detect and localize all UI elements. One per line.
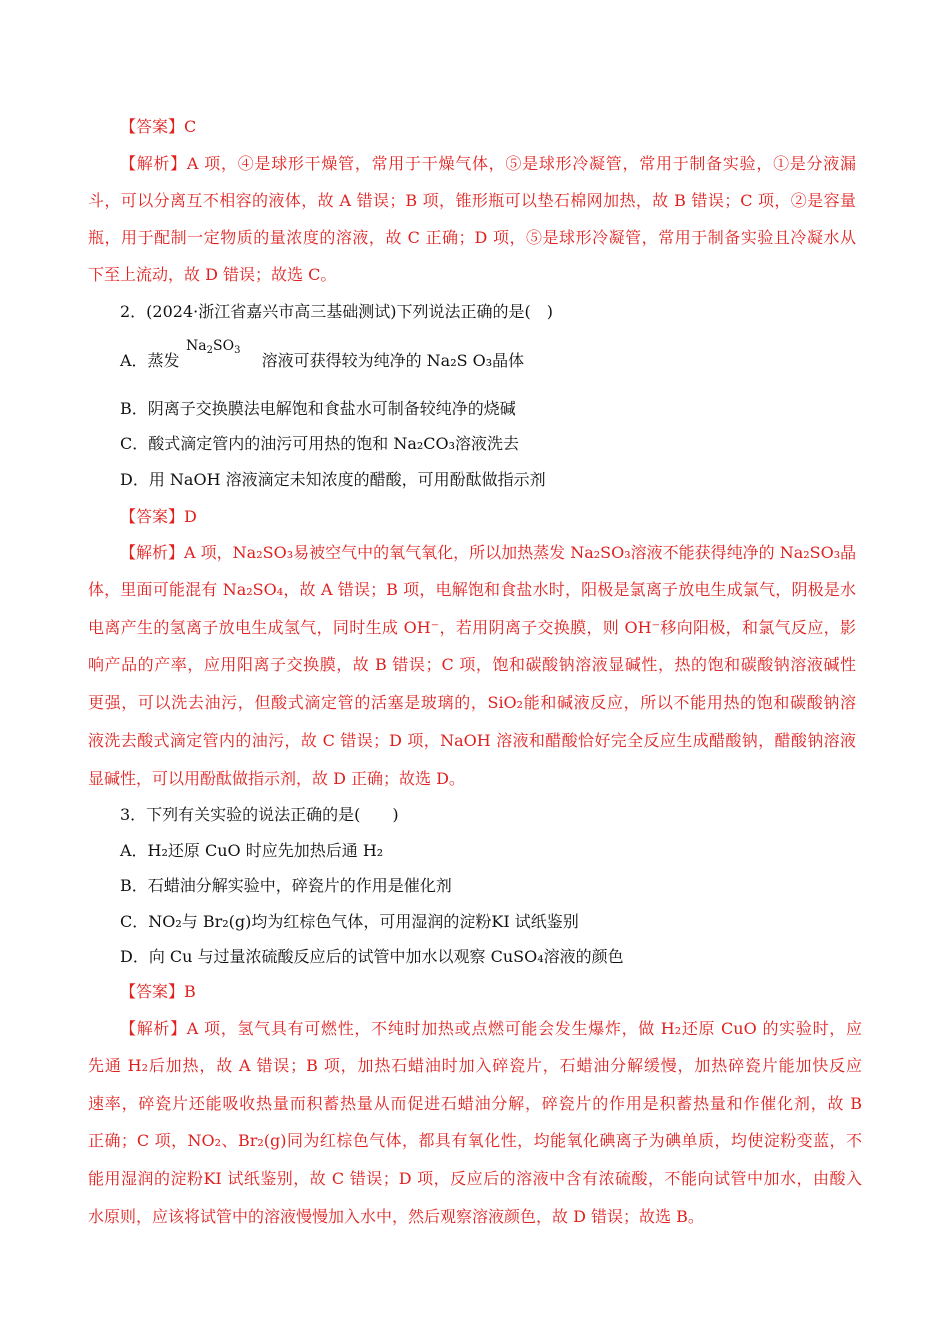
- analysis-text: A 项，氢气具有可燃性，不纯时加热或点燃可能会发生爆炸，做 H₂还原 CuO 的实验时，应: [186, 1019, 862, 1038]
- q3-analysis-line-2: 先通 H₂后加热，故 A 错误；B 项，加热石蜡油时加入碎瓷片，石蜡油分解缓慢，加热碎瓷片能加快反应: [88, 1056, 862, 1075]
- q1-analysis-line-1: [120, 153, 856, 175]
- analysis-label: 【解析】: [120, 543, 185, 562]
- q1-analysis-line-4: 下至上流动，故 D 错误；故选 C。: [88, 265, 337, 284]
- q3-analysis-line-6: 水原则，应该将试管中的溶液慢慢加入水中，然后观察溶液颜色，故 D 错误；故选 B。: [88, 1207, 704, 1226]
- q2-option-d: D．用 NaOH 溶液滴定未知浓度的醋酸，可用酚酞做指示剂: [120, 470, 546, 489]
- q2-analysis-line-3: 电离产生的氢离子放电生成氢气，同时生成 OH⁻，若用阴离子交换膜，则 OH⁻移向阳极，和氯气反应，影: [88, 618, 856, 637]
- answer-value: D: [184, 507, 197, 526]
- q3-analysis-line-1: [120, 1018, 862, 1040]
- q3-option-c: C．NO₂与 Br₂(g)均为红棕色气体，可用湿润的淀粉KI 试纸鉴别: [120, 912, 579, 931]
- q1-answer: [120, 116, 196, 138]
- q2-option-b: B．阴离子交换膜法电解饱和食盐水可制备较纯净的烧碱: [120, 399, 516, 418]
- q2-answer: [120, 506, 197, 528]
- q3-analysis-line-5: 能用湿润的淀粉KI 试纸鉴别，故 C 错误；D 项，反应后的溶液中含有浓硫酸，不能向试管中加水，由酸入: [88, 1169, 862, 1188]
- option-a-prefix: A．蒸发: [120, 351, 180, 370]
- q2-analysis-line-2: 体，里面可能混有 Na₂SO₄，故 A 错误；B 项，电解饱和食盐水时，阳极是氯离子放电生成氯气，阴极是水: [88, 580, 856, 599]
- analysis-label: 【解析】: [120, 1019, 187, 1038]
- analysis-label: 【解析】: [120, 154, 187, 173]
- q2-analysis-line-6: 液洗去酸式滴定管内的油污，故 C 错误；D 项，NaOH 溶液和醋酸恰好完全反应生成醋酸钠，醋酸钠溶液: [88, 731, 856, 750]
- q3-analysis-line-3: 速率，碎瓷片还能吸收热量而积蓄热量从而促进石蜡油分解，碎瓷片的作用是积蓄热量和作催化剂，故 B: [88, 1094, 862, 1113]
- q2-option-a: [120, 350, 524, 372]
- answer-value: C: [184, 117, 197, 136]
- q3-analysis-line-4: 正确；C 项，NO₂、Br₂(g)同为红棕色气体，都具有氧化性，均能氧化碘离子为碘单质，均使淀粉变蓝，不: [88, 1131, 862, 1150]
- answer-label: 【答案】: [120, 117, 185, 136]
- answer-label: 【答案】: [120, 982, 185, 1001]
- analysis-text: A 项，Na₂SO₃易被空气中的氧气氧化，所以加热蒸发 Na₂SO₃溶液不能获得纯净的 Na₂SO₃晶: [184, 543, 857, 562]
- q2-analysis-line-1: [120, 542, 856, 564]
- q3-option-d: D．向 Cu 与过量浓硫酸反应后的试管中加水以观察 CuSO₄溶液的颜色: [120, 947, 624, 966]
- q1-analysis-line-2: 斗，可以分离互不相容的液体，故 A 错误；B 项，锥形瓶可以垫石棉网加热，故 B 错误；C 项，②是容量: [88, 191, 856, 210]
- answer-value: B: [184, 982, 196, 1001]
- q1-analysis-line-3: 瓶，用于配制一定物质的量浓度的溶液，故 C 正确；D 项，⑤是球形冷凝管，常用于制备实验且冷凝水从: [88, 228, 856, 247]
- q3-stem: 3．下列有关实验的说法正确的是( ): [120, 805, 399, 824]
- q3-option-a: A．H₂还原 CuO 时应先加热后通 H₂: [120, 841, 384, 860]
- q3-option-b: B．石蜡油分解实验中，碎瓷片的作用是催化剂: [120, 876, 452, 895]
- q2-option-a-formula: $Na_2SO_3$: [186, 338, 241, 356]
- q2-analysis-line-5: 更强，可以洗去油污，但酸式滴定管的活塞是玻璃的，SiO₂能和碱液反应，所以不能用热的饱和碳酸钠溶: [88, 693, 856, 712]
- q2-analysis-line-4: 响产品的产率，应用阳离子交换膜，故 B 错误；C 项，饱和碳酸钠溶液显碱性，热的饱和碳酸钠溶液碱性: [88, 655, 856, 674]
- q3-answer: [120, 981, 196, 1003]
- analysis-text: A 项，④是球形干燥管，常用于干燥气体，⑤是球形冷凝管，常用于制备实验，①是分液漏: [186, 154, 856, 173]
- q2-analysis-line-7: 显碱性，可以用酚酞做指示剂，故 D 正确；故选 D。: [88, 769, 465, 788]
- option-a-suffix: 溶液可获得较为纯净的 Na₂S O₃晶体: [261, 351, 525, 370]
- q2-stem: 2．(2024·浙江省嘉兴市高三基础测试)下列说法正确的是( ): [120, 302, 553, 321]
- answer-label: 【答案】: [120, 507, 185, 526]
- q2-option-c: C．酸式滴定管内的油污可用热的饱和 Na₂CO₃溶液洗去: [120, 434, 520, 453]
